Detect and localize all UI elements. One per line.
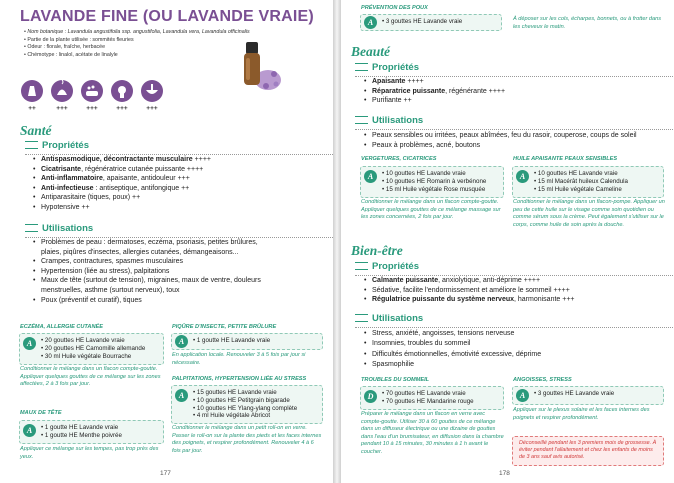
list-item: • Anti-inflammatoire, apaisante, antidouleur +++ <box>32 174 322 184</box>
plant-info-list <box>24 29 250 59</box>
list-item: • Anti-infectieuse : antiseptique, antifongique ++ <box>32 184 322 194</box>
list-item: • Réparatrice puissante, régénérante ++++ <box>363 87 663 97</box>
list-item: • Spasmophilie <box>363 360 668 370</box>
properties-list <box>363 77 663 106</box>
list-item: • Difficultés émotionnelles, émotivité excessive, déprime <box>363 350 668 360</box>
recipe-title: ECZÉMA, ALLERGIE CUTANÉE <box>20 324 103 330</box>
list-item-continuation: menstruelles, asthme (surtout nerveux), toux <box>41 286 180 294</box>
recipe-box: A • 1 goutte HE Lavande vraie <box>171 333 323 350</box>
recipe-note: Appliquer sur le plexus solaire et les faces internes des poignets et respirer profondément. <box>513 407 650 421</box>
book-gutter <box>333 0 341 483</box>
properties-list <box>32 155 322 213</box>
subsection-utilisations: Utilisations <box>355 115 655 126</box>
recipe-note: Conditionner le mélange dans un flacon compte-goutte. Appliquer quelques gouttes de ce mélange sur les zones affectées, 2 à 3 fois par jour. <box>20 366 161 388</box>
recipe-title: PRÉVENTION DES POUX <box>361 5 428 11</box>
list-item: • Insomnies, troubles du sommeil <box>363 339 668 349</box>
icon-rating: +++ <box>86 105 98 112</box>
recipe-box: A • 15 gouttes HE Lavande vraie • 10 gouttes HE Petitgrain bigarade • 10 gouttes HE Ylang-ylang complète • 4 ml Huile végétale Abricot <box>171 385 323 424</box>
list-item: • Cicatrisante, régénératrice cutanée puissante ++++ <box>32 165 322 175</box>
list-item: • Peaux sensibles ou irritées, peaux abîmées, feu du rasoir, couperose, coups de soleil <box>363 131 668 141</box>
skin-application-icon <box>21 80 43 102</box>
ingestion-icon <box>141 80 163 102</box>
subsection-utilisations: Utilisations <box>25 223 315 234</box>
diffusion-badge-icon: D <box>364 390 377 403</box>
list-item: • Maux de tête (surtout de tension), migraines, maux de ventre, douleurs <box>32 276 327 286</box>
recipe-note: À déposer sur les cols, écharpes, bonnets, ou à frotter dans les cheveux le matin. <box>513 16 662 30</box>
list-item: • Peaux à problèmes, acné, boutons <box>363 141 668 151</box>
uses-list <box>32 238 327 305</box>
right-page <box>341 0 674 483</box>
section-title-bien-etre: Bien-être <box>351 243 403 258</box>
recipe-title: HUILE APAISANTE PEAUX SENSIBLES <box>513 156 618 162</box>
list-item: • Apaisante ++++ <box>363 77 663 87</box>
properties-list <box>363 276 668 305</box>
recipe-note: Appliquer ce mélange sur les tempes, pas trop près des yeux. <box>20 446 159 460</box>
application-badge-icon: A <box>23 424 36 437</box>
icon-rating: ++ <box>28 105 36 112</box>
recipe-title: TROUBLES DU SOMMEIL <box>361 377 430 383</box>
page-title: LAVANDE FINE (OU LAVANDE VRAIE) <box>20 8 314 25</box>
page-number: 177 <box>160 470 171 477</box>
inhalation-icon <box>111 80 133 102</box>
icon-rating: +++ <box>56 105 68 112</box>
plant-part: • Partie de la plante utilisée : sommités fleuries <box>24 37 229 45</box>
recipe-box: A • 10 gouttes HE Lavande vraie • 10 gouttes HE Romarin à verbénone • 15 ml Huile végétale Rose musquée <box>360 166 504 198</box>
icon-rating: +++ <box>146 105 158 112</box>
section-title-beaute: Beauté <box>351 44 390 59</box>
application-badge-icon: A <box>23 337 36 350</box>
list-item: • Problèmes de peau : dermatoses, eczéma, psoriasis, petites brûlures, <box>32 238 327 248</box>
recipe-title: VERGETURES, CICATRICES <box>361 156 437 162</box>
list-item-continuation: plaies, piqûres d'insectes, allergies cutanées, démangeaisons... <box>41 248 239 256</box>
warning-box <box>512 436 664 466</box>
application-badge-icon: A <box>175 335 188 348</box>
list-item: • Stress, anxiété, angoisses, tensions nerveuse <box>363 329 668 339</box>
essential-oil-bottle-image <box>238 36 282 94</box>
recipe-box: D • 70 gouttes HE Lavande vraie • 70 gouttes HE Mandarine rouge <box>360 386 504 410</box>
list-item: • Crampes, contractures, spasmes musculaires <box>32 257 327 267</box>
icon-rating: +++ <box>116 105 128 112</box>
list-item: • Poux (préventif et curatif), tiques <box>32 296 327 306</box>
application-badge-icon: A <box>516 389 529 402</box>
diffusion-icon <box>51 80 73 102</box>
recipe-note: Conditionner le mélange dans un flacon compte-goutte. Appliquer quelques gouttes de ce mélange massage sur les zones concernées, 2 fois par jour. <box>361 199 501 221</box>
list-item: • Hypotensive ++ <box>32 203 322 213</box>
chemotype: • Chémotype : linalol, acétate de linalyle <box>24 52 229 60</box>
recipe-note: Préparer le mélange dans un flacon en verre avec compte-goutte. Utiliser 30 à 60 gouttes de ce mélange dans un diffuseur électrique ou une dizaine de gouttes dans l'eau d'un brumisateur, en diffusion dans la chambre pendant 10 à 15 minutes, 30 minutes à 1 h avant le coucher. <box>361 411 504 455</box>
list-item: • Calmante puissante, anxiolytique, anti-déprime ++++ <box>363 276 668 286</box>
application-badge-icon: A <box>364 16 377 29</box>
recipe-box: A • 3 gouttes HE Lavande vraie <box>512 386 664 405</box>
list-item: • Antispasmodique, décontractante musculaire ++++ <box>32 155 322 165</box>
recipe-title: PALPITATIONS, HYPERTENSION LIÉE AU STRESS <box>172 376 307 382</box>
application-badge-icon: A <box>364 170 377 183</box>
subsection-proprietes: Propriétés <box>25 140 315 151</box>
list-item: • Régulatrice puissante du système nerveux, harmonisante +++ <box>363 295 668 305</box>
list-item: • Sédative, facilite l'endormissement et améliore le sommeil ++++ <box>363 286 668 296</box>
subsection-utilisations: Utilisations <box>355 313 655 324</box>
list-item: • Purifiante ++ <box>363 96 663 106</box>
recipe-title: MAUX DE TÊTE <box>20 410 62 416</box>
application-badge-icon: A <box>175 389 188 402</box>
recipe-title: PIQÛRE D'INSECTE, PETITE BRÛLURE <box>172 324 277 330</box>
recipe-title: ANGOISSES, STRESS <box>513 377 572 383</box>
left-page <box>0 0 333 483</box>
recipe-box: A • 10 gouttes HE Lavande vraie • 15 ml Macérât huileux Calendula • 15 ml Huile végétale Cameline <box>512 166 664 198</box>
warning-text: Déconseillé pendant les 3 premiers mois de grossesse. À éviter pendant l'allaitement et chez les enfants de moins de 3 ans sauf avis autorisé. <box>519 440 657 461</box>
recipe-box: A • 3 gouttes HE Lavande vraie <box>360 14 502 31</box>
list-item: • Antiparasitaire (tiques, poux) ++ <box>32 193 322 203</box>
list-item: • Hypertension (liée au stress), palpitations <box>32 267 327 277</box>
recipe-box: A • 20 gouttes HE Lavande vraie • 20 gouttes HE Camomille allemande • 30 ml Huile végétale Bourrache <box>19 333 164 365</box>
subsection-proprietes: Propriétés <box>355 261 655 272</box>
recipe-box: A • 1 goutte HE Lavande vraie • 1 goutte HE Menthe poivrée <box>19 420 164 444</box>
section-title-sante: Santé <box>20 123 52 138</box>
uses-list <box>363 329 668 371</box>
uses-list <box>363 131 668 150</box>
recipe-note: Conditionner le mélange dans un petit roll-on en verre. Passer le roll-on sur la plante des pieds et les faces internes des poignets, et respirer profondément. Renouveler 4 à 6 fois par jour. <box>172 425 322 454</box>
bath-icon <box>81 80 103 102</box>
recipe-note: En application locale. Renouveler 3 à 5 fois par jour si nécessaire. <box>172 352 306 366</box>
subsection-proprietes: Propriétés <box>355 62 655 73</box>
application-badge-icon: A <box>516 170 529 183</box>
page-number: 178 <box>499 470 510 477</box>
recipe-note: Conditionner le mélange dans un flacon-pompe. Appliquer un peu de cette huile sur le visage comme soin quotidien ou comme sérum sous la crème. Peut également s'utiliser sur le corps, comme huile de soin après la douche. <box>513 199 665 228</box>
botanical-name: • Nom botanique : Lavandula angustifolia ssp. angustifolia, Lavandula vera, Lavandula officinalis <box>24 29 229 37</box>
odor: • Odeur : florale, fraîche, herbacée <box>24 44 229 52</box>
